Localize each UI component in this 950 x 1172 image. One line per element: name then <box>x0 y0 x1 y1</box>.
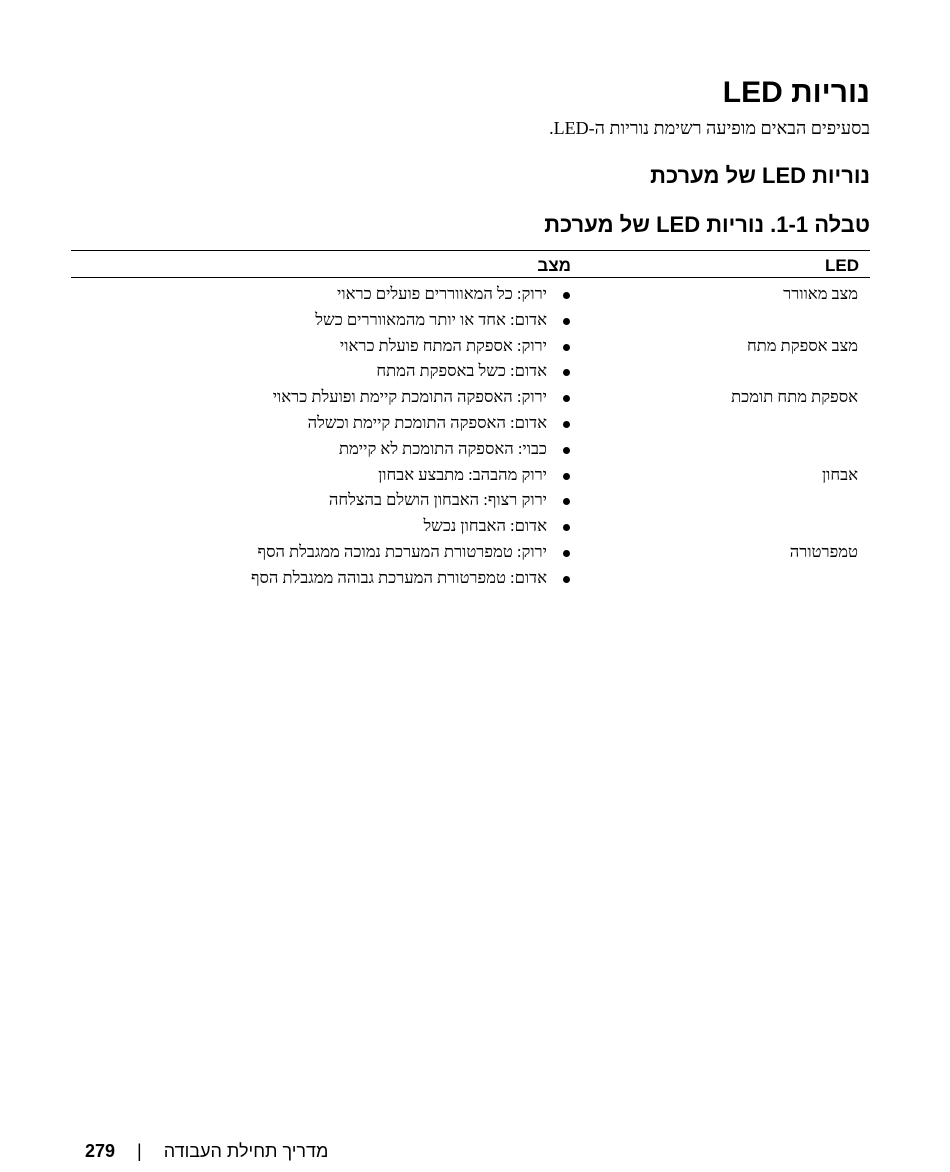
table-row <box>71 540 870 566</box>
table-row <box>71 385 870 411</box>
intro-paragraph: בסעיפים הבאים מופיעה רשימת נוריות ה-LED. <box>549 118 870 138</box>
section-title: נוריות LED של מערכת <box>650 163 870 188</box>
column-header-led: LED <box>825 256 859 275</box>
led-status-description: אדום: האבחון נכשל <box>423 516 547 536</box>
bullet-icon <box>563 292 570 299</box>
page-number: 279 <box>85 1141 116 1161</box>
led-table-body <box>71 282 870 592</box>
bullet-icon <box>563 395 570 402</box>
table-row <box>71 334 870 360</box>
table-row <box>71 437 870 463</box>
column-header-status: מצב <box>537 256 571 275</box>
led-status-description: ירוק: האספקה התומכת קיימת ופועלת כראוי <box>272 387 547 407</box>
led-status-description: ירוק: אספקת המתח פועלת כראוי <box>339 335 547 355</box>
table-row <box>71 488 870 514</box>
table-row <box>71 463 870 489</box>
led-status-description: ירוק מהבהב: מתבצע אבחון <box>378 464 547 484</box>
bullet-icon <box>563 473 570 480</box>
led-name: אספקת מתח תומכת <box>731 387 858 407</box>
bullet-icon <box>563 421 570 428</box>
led-status-description: אדום: כשל באספקת המתח <box>376 361 547 381</box>
table-top-rule <box>71 250 870 251</box>
led-status-description: אדום: טמפרטורת המערכת גבוהה ממגבלת הסף <box>250 567 547 587</box>
table-row <box>71 566 870 592</box>
table-caption: טבלה 1-1. נוריות LED של מערכת <box>544 212 870 237</box>
table-row <box>71 411 870 437</box>
bullet-icon <box>563 550 570 557</box>
bullet-icon <box>563 318 570 325</box>
led-status-description: ירוק רצוף: האבחון הושלם בהצלחה <box>328 490 547 510</box>
led-name: מצב אספקת מתח <box>746 335 858 355</box>
page-title: נוריות LED <box>722 76 870 109</box>
led-name: אבחון <box>821 464 858 484</box>
led-name: טמפרטורה <box>789 541 858 561</box>
table-row <box>71 308 870 334</box>
bullet-icon <box>563 344 570 351</box>
bullet-icon <box>563 524 570 531</box>
led-status-description: ירוק: כל המאווררים פועלים כראוי <box>337 284 547 303</box>
bullet-icon <box>563 447 570 454</box>
table-row <box>71 282 870 308</box>
led-status-description: כבוי: האספקה התומכת לא קיימת <box>338 438 547 458</box>
table-row <box>71 514 870 540</box>
led-status-description: אדום: אחד או יותר מהמאווררים כשל <box>315 309 547 329</box>
guide-name: מדריך תחילת העבודה <box>163 1141 329 1161</box>
table-header-rule <box>71 277 870 278</box>
bullet-icon <box>563 369 570 376</box>
bullet-icon <box>563 498 570 505</box>
bullet-icon <box>563 576 570 583</box>
footer-separator: | <box>137 1141 142 1161</box>
led-status-description: ירוק: טמפרטורת המערכת נמוכה ממגבלת הסף <box>257 541 547 561</box>
led-status-description: אדום: האספקה התומכת קיימת וכשלה <box>307 412 547 432</box>
table-row <box>71 359 870 385</box>
page-footer <box>85 1141 328 1162</box>
led-name: מצב מאוורר <box>783 284 858 303</box>
